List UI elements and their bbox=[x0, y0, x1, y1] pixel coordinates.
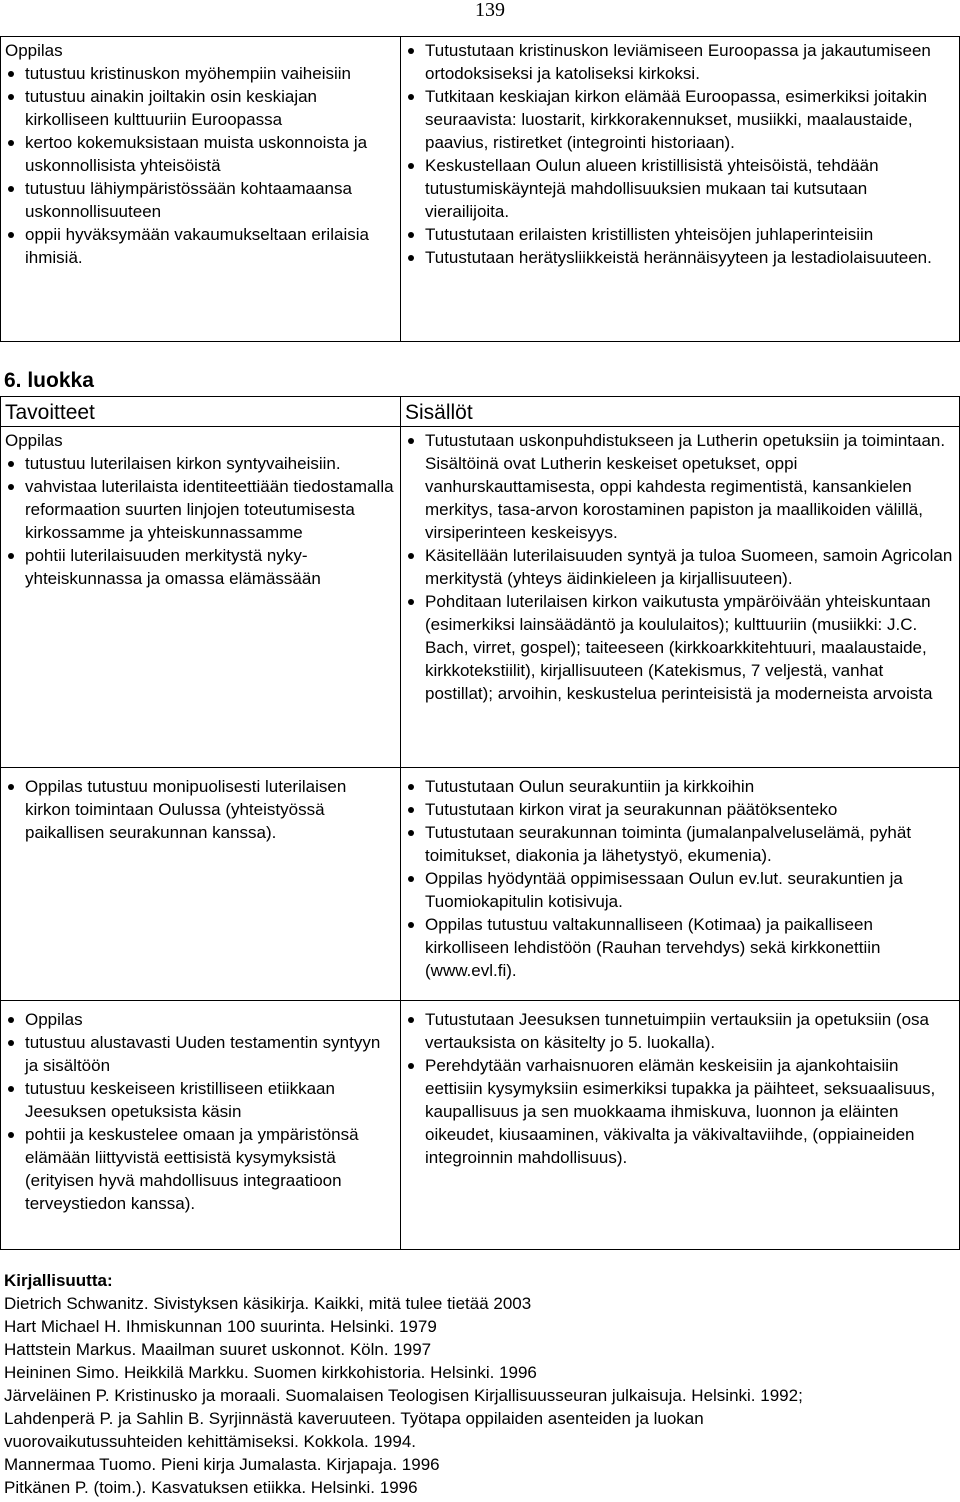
goals-block-1-intro: Oppilas bbox=[5, 431, 63, 450]
list-item: Tutustutaan Oulun seurakuntiin ja kirkkoihin bbox=[405, 775, 955, 798]
contents-block-2-list bbox=[405, 775, 955, 982]
list-item: Pohditaan luterilaisen kirkon vaikutusta ympäröivään yhteiskuntaan (esimerkiksi lainsäädäntö ja koululaitos); kulttuuriin (musiikki: J.C. Bach, virret, gospel); taiteeseen (kirkkoarkkitehtuuri, maalaustaide, kirkkotekstiilit), kirjallisuuteen (Katekismus, 7 veljestä, vanhat postillat); arvoihin, keskustelua perinteisistä ja moderneista arvoista bbox=[405, 590, 955, 705]
list-item: Oppilas hyödyntää oppimisessaan Oulun ev.lut. seurakuntien ja Tuomiokapitulin kotisivuja. bbox=[405, 867, 955, 913]
main-table-row-rule bbox=[0, 767, 960, 768]
list-item: Tutustutaan erilaisten kristillisten yhteisöjen juhlaperinteisiin bbox=[405, 223, 955, 246]
goals-block-2 bbox=[5, 775, 395, 844]
main-table-header-rule bbox=[0, 426, 960, 427]
top-left-cell bbox=[5, 39, 395, 269]
top-table-divider bbox=[400, 36, 401, 342]
literature-entry: Lahdenperä P. ja Sahlin B. Syrjinnästä kaveruuteen. Työtapa oppilaiden asenteiden ja luokan vuorovaikutussuhteiden kehittämiseksi. Kokkola. 1994. bbox=[4, 1409, 704, 1451]
list-item: Tutustutaan kristinuskon leviämiseen Euroopassa ja jakautumiseen ortodoksiseksi ja katoliseksi kirkoksi. bbox=[405, 39, 955, 85]
list-item: Oppilas tutustuu monipuolisesti luterilaisen kirkon toimintaan Oulussa (yhteistyössä paikallisen seurakunnan kanssa). bbox=[5, 775, 395, 844]
list-item: kertoo kokemuksistaan muista uskonnoista ja uskonnollisista yhteisöistä bbox=[5, 131, 395, 177]
top-right-cell bbox=[405, 39, 955, 269]
list-item: tutustuu lähiympäristössään kohtaamaansa uskonnollisuuteen bbox=[5, 177, 395, 223]
literature-entry: Mannermaa Tuomo. Pieni kirja Jumalasta. Kirjapaja. 1996 bbox=[4, 1455, 440, 1474]
literature-entry: Hattstein Markus. Maailman suuret uskonnot. Köln. 1997 bbox=[4, 1340, 432, 1359]
main-table-divider bbox=[400, 396, 401, 1250]
contents-block-3-list bbox=[405, 1008, 955, 1169]
literature-entry: Dietrich Schwanitz. Sivistyksen käsikirja. Kaikki, mitä tulee tietää 2003 bbox=[4, 1294, 532, 1313]
contents-block-1 bbox=[405, 429, 955, 705]
goals-block-2-list bbox=[5, 775, 395, 844]
list-item: Tutustutaan uskonpuhdistukseen ja Lutherin opetuksiin ja toimintaan. Sisältöinä ovat Lutherin keskeiset opetukset, oppi vanhurskauttamisesta, oppi kahdesta regimentistä, kansankielen merkitys, tasa-arvon korostaminen papiston ja maallikoiden välillä, virsiperinteen keskeisyys. bbox=[405, 429, 955, 544]
list-item: tutustuu alustavasti Uuden testamentin syntyyn ja sisältöön bbox=[5, 1031, 395, 1077]
list-item: Keskustellaan Oulun alueen kristillisistä yhteisöistä, tehdään tutustumiskäyntejä mahdollisuuksien mukaan tai kutsutaan vierailijoita. bbox=[405, 154, 955, 223]
list-item: pohtii ja keskustelee omaan ja ympäristönsä elämään liittyvistä eettisistä kysymyksistä (erityisen hyvä mahdollisuus integraatioon terveystiedon kanssa). bbox=[5, 1123, 395, 1215]
list-item: tutustuu keskeiseen kristilliseen etiikkaan Jeesuksen opetuksista käsin bbox=[5, 1077, 395, 1123]
main-table-row-rule bbox=[0, 1000, 960, 1001]
goals-heading: Tavoitteet bbox=[5, 401, 95, 424]
literature-entry: Hart Michael H. Ihmiskunnan 100 suurinta. Helsinki. 1979 bbox=[4, 1317, 437, 1336]
list-item: tutustuu ainakin joiltakin osin keskiajan kirkolliseen kulttuuriin Euroopassa bbox=[5, 85, 395, 131]
literature-title: Kirjallisuutta: bbox=[4, 1271, 113, 1290]
grade-heading: 6. luokka bbox=[4, 369, 94, 392]
list-item: Oppilas tutustuu valtakunnalliseen (Kotimaa) ja paikalliseen kirkolliseen lehdistöön (Rauhan tervehdys) sekä kirkkonettiin (www.evl.fi). bbox=[405, 913, 955, 982]
list-item: tutustuu luterilaisen kirkon syntyvaiheisiin. bbox=[5, 452, 395, 475]
literature-section bbox=[4, 1269, 960, 1499]
contents-block-3 bbox=[405, 1008, 955, 1169]
goals-block-3-list bbox=[5, 1008, 395, 1215]
list-item: Tutustutaan herätysliikkeistä herännäisyyteen ja lestadiolaisuuteen. bbox=[405, 246, 955, 269]
goals-block-1-list bbox=[5, 452, 395, 590]
list-item: Tutustutaan seurakunnan toiminta (jumalanpalveluselämä, pyhät toimitukset, diakonia ja lähetystyö, ekumenia). bbox=[405, 821, 955, 867]
list-item: Tutustutaan Jeesuksen tunnetuimpiin vertauksiin ja opetuksiin (osa vertauksista on käsitelty jo 5. luokalla). bbox=[405, 1008, 955, 1054]
list-item: Käsitellään luterilaisuuden syntyä ja tuloa Suomeen, samoin Agricolan merkitystä (yhteys äidinkieleen ja kirjallisuuteen). bbox=[405, 544, 955, 590]
page-number: 139 bbox=[475, 0, 505, 21]
top-left-intro: Oppilas bbox=[5, 41, 63, 60]
literature-entry: Järveläinen P. Kristinusko ja moraali. Suomalaisen Teologisen Kirjallisuusseuran julkaisuja. Helsinki. 1992; bbox=[4, 1386, 803, 1405]
contents-block-1-list bbox=[405, 429, 955, 705]
top-left-list bbox=[5, 62, 395, 269]
literature-entry: Pitkänen P. (toim.). Kasvatuksen etiikka. Helsinki. 1996 bbox=[4, 1478, 418, 1497]
list-item: Perehdytään varhaisnuoren elämän keskeisiin ja ajankohtaisiin eettisiin kysymyksiin esimerkiksi tupakka ja päihteet, seksuaalisuus, kaupallisuus ja sen muokkaama ihmiskuva, luonnon ja eläinten oikeudet, kiusaaminen, väkivalta ja väkivaltaviihde, (oppiaineiden integroinnin mahdollisuus). bbox=[405, 1054, 955, 1169]
list-item: vahvistaa luterilaista identiteettiään tiedostamalla reformaation suurten linjojen toteutumisesta kirkossamme ja yhteiskunnassamme bbox=[5, 475, 395, 544]
contents-heading: Sisällöt bbox=[405, 401, 473, 424]
list-item: Tutkitaan keskiajan kirkon elämää Euroopassa, esimerkiksi joitakin seuraavista: luostarit, kirkkorakennukset, musiikki, maalaustaide, paavius, ristiretket (integrointi historiaan). bbox=[405, 85, 955, 154]
literature-entry: Heininen Simo. Heikkilä Markku. Suomen kirkkohistoria. Helsinki. 1996 bbox=[4, 1363, 537, 1382]
list-item: tutustuu kristinuskon myöhempiin vaiheisiin bbox=[5, 62, 395, 85]
list-item: Oppilas bbox=[5, 1008, 395, 1031]
list-item: pohtii luterilaisuuden merkitystä nyky-yhteiskunnassa ja omassa elämässään bbox=[5, 544, 395, 590]
goals-block-1 bbox=[5, 429, 395, 590]
list-item: oppii hyväksymään vakaumukseltaan erilaisia ihmisiä. bbox=[5, 223, 395, 269]
top-right-list bbox=[405, 39, 955, 269]
goals-block-3 bbox=[5, 1008, 395, 1215]
contents-block-2 bbox=[405, 775, 955, 982]
list-item: Tutustutaan kirkon virat ja seurakunnan päätöksenteko bbox=[405, 798, 955, 821]
